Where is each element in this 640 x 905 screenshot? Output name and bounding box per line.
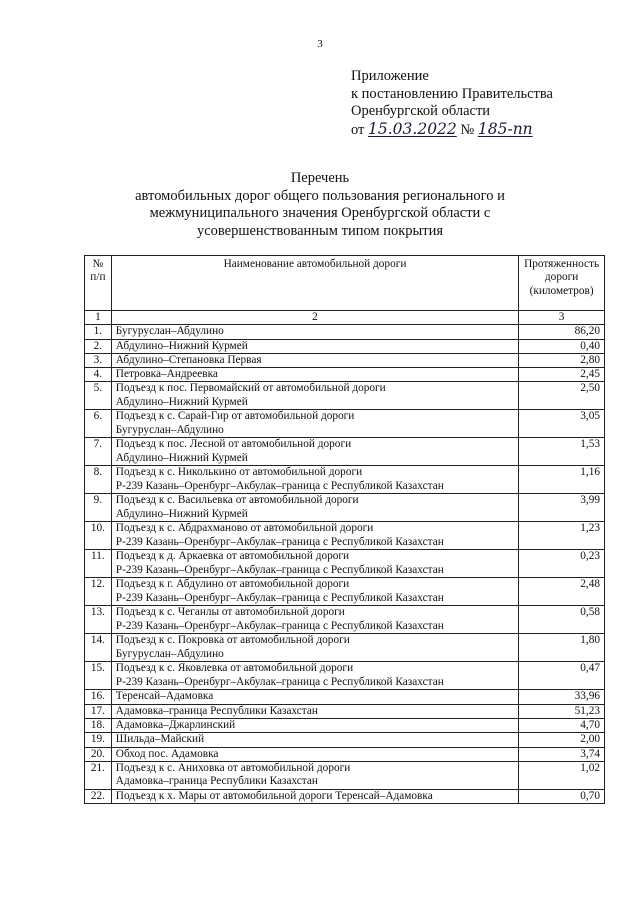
- road-name-line: Шильда–Майский: [115, 733, 205, 746]
- document-title: [0, 170, 640, 240]
- road-length: 3,99: [519, 494, 605, 522]
- road-name: [111, 733, 518, 747]
- title-line-3: межмуниципального значения Оренбургской области с: [149, 205, 491, 222]
- roads-table: [84, 255, 605, 804]
- row-number: 12.: [85, 578, 112, 606]
- road-name-line: Подъезд к пос. Первомайский от автомобильной дороги: [115, 382, 386, 395]
- road-name: [111, 353, 518, 367]
- row-number: 17.: [85, 704, 112, 718]
- row-number: 16.: [85, 690, 112, 704]
- row-number: 20.: [85, 747, 112, 761]
- row-number: 5.: [85, 382, 112, 410]
- table-row: [85, 719, 605, 733]
- road-name-line: Бугуруслан–Абдулино: [115, 423, 224, 436]
- road-name-line: Адамовка–Джарлинский: [115, 719, 236, 732]
- road-length: 2,80: [519, 353, 605, 367]
- column-numbers-row: [85, 311, 605, 325]
- road-name-line: Абдулино–Нижний Курмей: [115, 395, 248, 408]
- road-name: [111, 339, 518, 353]
- road-length: 0,47: [519, 662, 605, 690]
- road-name-line: Подъезд к д. Аркаевка от автомобильной дороги: [115, 550, 350, 563]
- table-header-row: [85, 256, 605, 311]
- road-name-line: Подъезд к с. Аниховка от автомобильной дороги: [115, 761, 351, 774]
- road-name: [111, 719, 518, 733]
- road-name-line: Р-239 Казань–Оренбург–Акбулак–граница с Республикой Казахстан: [115, 535, 444, 548]
- row-number: 1.: [85, 325, 112, 339]
- road-name: [111, 747, 518, 761]
- road-name-line: Р-239 Казань–Оренбург–Акбулак–граница с Республикой Казахстан: [115, 479, 444, 492]
- road-length: 86,20: [519, 325, 605, 339]
- row-number: 10.: [85, 522, 112, 550]
- road-length: 51,23: [519, 704, 605, 718]
- road-name: [111, 410, 518, 438]
- row-number: 11.: [85, 550, 112, 578]
- table-row: [85, 578, 605, 606]
- road-length: 0,40: [519, 339, 605, 353]
- road-name-line: Абдулино–Нижний Курмей: [115, 451, 248, 464]
- title-line-1: Перечень: [290, 170, 350, 186]
- table-body: [85, 325, 605, 804]
- table-row: [85, 522, 605, 550]
- title-line-4: усовершенствованным типом покрытия: [196, 222, 444, 239]
- number-label: №: [460, 121, 475, 138]
- handwritten-date: 15.03.2022: [368, 119, 457, 138]
- row-number: 13.: [85, 606, 112, 634]
- road-name: [111, 789, 518, 803]
- row-number: 8.: [85, 466, 112, 494]
- road-name: [111, 438, 518, 466]
- road-name: [111, 382, 518, 410]
- table-row: [85, 466, 605, 494]
- header-length: Протяженность дороги (километров): [519, 256, 605, 311]
- column-number: 1: [85, 311, 112, 325]
- table-row: [85, 325, 605, 339]
- road-name: [111, 704, 518, 718]
- row-number: 2.: [85, 339, 112, 353]
- road-length: 2,00: [519, 733, 605, 747]
- road-name-line: Подъезд к с. Николькино от автомобильной дороги: [115, 466, 363, 479]
- row-number: 15.: [85, 662, 112, 690]
- road-length: 1,02: [519, 761, 605, 789]
- road-name-line: Адамовка–граница Республики Казахстан: [115, 704, 318, 717]
- appendix-header: [351, 68, 553, 139]
- column-number: 2: [111, 311, 518, 325]
- road-name-line: Обход пос. Адамовка: [115, 747, 219, 760]
- appendix-title: Приложение: [351, 68, 429, 84]
- from-label: от: [351, 121, 365, 138]
- table-row: [85, 733, 605, 747]
- road-name-line: Подъезд к с. Яковлевка от автомобильной дороги: [115, 662, 354, 675]
- road-name: [111, 578, 518, 606]
- road-name-line: Подъезд к с. Покровка от автомобильной дороги: [115, 634, 350, 647]
- road-name: [111, 606, 518, 634]
- road-name-line: Р-239 Казань–Оренбург–Акбулак–граница с Республикой Казахстан: [115, 591, 444, 604]
- road-name: [111, 662, 518, 690]
- handwritten-number: 185-пп: [477, 119, 533, 138]
- appendix-date-line: [351, 121, 553, 140]
- road-name-line: Подъезд к с. Сарай-Гир от автомобильной дороги: [115, 410, 355, 423]
- road-name: [111, 634, 518, 662]
- table-row: [85, 634, 605, 662]
- row-number: 19.: [85, 733, 112, 747]
- road-name: [111, 494, 518, 522]
- road-name-line: Подъезд к г. Абдулино от автомобильной дороги: [115, 578, 350, 591]
- road-name-line: Р-239 Казань–Оренбург–Акбулак–граница с Республикой Казахстан: [115, 675, 444, 688]
- table-row: [85, 494, 605, 522]
- road-name-line: Подъезд к х. Мары от автомобильной дороги Теренсай–Адамовка: [115, 789, 433, 802]
- table-row: [85, 606, 605, 634]
- road-name-line: Подъезд к с. Васильевка от автомобильной дороги: [115, 494, 359, 507]
- table-row: [85, 368, 605, 382]
- row-number: 4.: [85, 368, 112, 382]
- road-length: 3,74: [519, 747, 605, 761]
- table-row: [85, 704, 605, 718]
- road-length: 0,23: [519, 550, 605, 578]
- row-number: 7.: [85, 438, 112, 466]
- road-length: 1,80: [519, 634, 605, 662]
- road-name: [111, 550, 518, 578]
- road-name-line: Теренсай–Адамовка: [115, 690, 214, 703]
- road-name: [111, 368, 518, 382]
- road-name: [111, 522, 518, 550]
- road-name-line: Бугуруслан–Абдулино: [115, 647, 224, 660]
- table-row: [85, 382, 605, 410]
- road-name: [111, 325, 518, 339]
- header-num: № п/п: [85, 256, 112, 311]
- road-length: 4,70: [519, 719, 605, 733]
- road-length: 1,23: [519, 522, 605, 550]
- road-length: 0,70: [519, 789, 605, 803]
- page-number: 3: [317, 38, 323, 50]
- row-number: 18.: [85, 719, 112, 733]
- road-name-line: Адамовка–граница Республики Казахстан: [115, 775, 318, 788]
- table-row: [85, 747, 605, 761]
- table-row: [85, 789, 605, 803]
- road-length: 3,05: [519, 410, 605, 438]
- header-name: Наименование автомобильной дороги: [111, 256, 518, 311]
- column-number: 3: [519, 311, 605, 325]
- road-name-line: Бугуруслан–Абдулино: [115, 325, 224, 338]
- row-number: 21.: [85, 761, 112, 789]
- row-number: 14.: [85, 634, 112, 662]
- road-name-line: Петровка–Андреевка: [115, 368, 218, 381]
- road-length: 1,16: [519, 466, 605, 494]
- road-name-line: Абдулино–Нижний Курмей: [115, 339, 248, 352]
- row-number: 22.: [85, 789, 112, 803]
- road-name-line: Абдулино–Нижний Курмей: [115, 507, 248, 520]
- table-row: [85, 353, 605, 367]
- road-name-line: Р-239 Казань–Оренбург–Акбулак–граница с Республикой Казахстан: [115, 563, 444, 576]
- road-length: 1,53: [519, 438, 605, 466]
- table-row: [85, 550, 605, 578]
- road-length: 33,96: [519, 690, 605, 704]
- road-length: 0,58: [519, 606, 605, 634]
- road-name-line: Подъезд к пос. Лесной от автомобильной дороги: [115, 438, 352, 451]
- table-row: [85, 690, 605, 704]
- road-name-line: Р-239 Казань–Оренбург–Акбулак–граница с Республикой Казахстан: [115, 619, 444, 632]
- title-line-2: автомобильных дорог общего пользования регионального и: [135, 187, 505, 204]
- road-length: 2,45: [519, 368, 605, 382]
- table-row: [85, 339, 605, 353]
- table-row: [85, 761, 605, 789]
- road-name-line: Подъезд к с. Чеганлы от автомобильной дороги: [115, 606, 345, 619]
- appendix-region: Оренбургской области: [351, 103, 491, 119]
- row-number: 9.: [85, 494, 112, 522]
- row-number: 3.: [85, 353, 112, 367]
- table-row: [85, 662, 605, 690]
- road-name-line: Подъезд к с. Абдрахманово от автомобильной дороги: [115, 522, 374, 535]
- road-name: [111, 466, 518, 494]
- table-row: [85, 438, 605, 466]
- appendix-resolution: к постановлению Правительства: [351, 85, 553, 102]
- road-name: [111, 690, 518, 704]
- road-name-line: Абдулино–Степановка Первая: [115, 353, 262, 366]
- road-length: 2,50: [519, 382, 605, 410]
- road-name: [111, 761, 518, 789]
- row-number: 6.: [85, 410, 112, 438]
- road-length: 2,48: [519, 578, 605, 606]
- table-row: [85, 410, 605, 438]
